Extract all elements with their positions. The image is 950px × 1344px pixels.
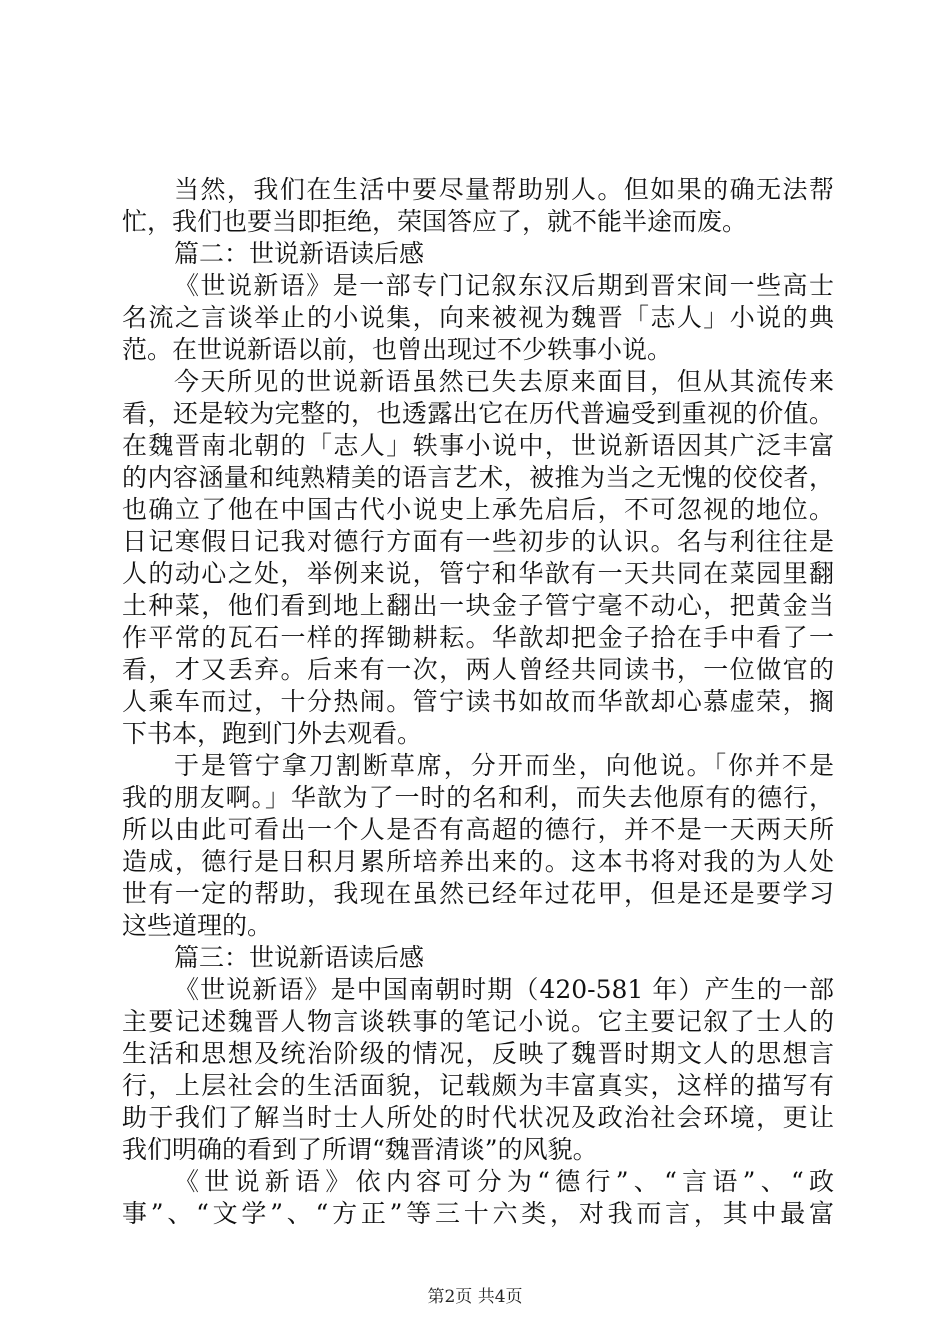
text-line: 土种菜，他们看到地上翻出一块金子管宁毫不动心，把黄金当 bbox=[122, 591, 834, 620]
text-line: 在魏晋南北朝的「志人」轶事小说中，世说新语因其广泛丰富 bbox=[122, 431, 834, 460]
text-line: 主要记述魏晋人物言谈轶事的笔记小说。它主要记叙了士人的 bbox=[122, 1007, 834, 1036]
text-line: 当然，我们在生活中要尽量帮助别人。但如果的确无法帮 bbox=[174, 175, 834, 204]
text-line: 日记寒假日记我对德行方面有一些初步的认识。名与利往往是 bbox=[122, 527, 834, 556]
text-line: 我的朋友啊。」华歆为了一时的名和利，而失去他原有的德行， bbox=[122, 783, 834, 812]
text-line: 看，才又丢弃。后来有一次，两人曾经共同读书，一位做官的 bbox=[122, 655, 834, 684]
page-footer: 第2页 共4页 bbox=[427, 1287, 523, 1307]
text-line: 下书本，跑到门外去观看。 bbox=[122, 719, 423, 748]
text-line: 行，上层社会的生活面貌，记载颇为丰富真实，这样的描写有 bbox=[122, 1071, 834, 1100]
text-line: 这些道理的。 bbox=[122, 911, 273, 940]
text-line: 人的动心之处，举例来说，管宁和华歆有一天共同在菜园里翻 bbox=[122, 559, 834, 588]
text-line: 造成，德行是日积月累所培养出来的。这本书将对我的为人处 bbox=[122, 847, 834, 876]
document-body bbox=[122, 174, 834, 1230]
text-line: 看，还是较为完整的，也透露出它在历代普遍受到重视的价值。 bbox=[122, 399, 834, 428]
text-line: 今天所见的世说新语虽然已失去原来面目，但从其流传来 bbox=[174, 367, 834, 396]
text-line: 事”、“文学”、“方正”等三十六类，对我而言，其中最富 bbox=[122, 1199, 834, 1228]
text-line: 作平常的瓦石一样的挥锄耕耘。华歆却把金子拾在手中看了一 bbox=[122, 623, 834, 652]
text-line: 范。在世说新语以前，也曾出现过不少轶事小说。 bbox=[122, 335, 673, 364]
text-line: 篇二：世说新语读后感 bbox=[174, 239, 425, 268]
text-line: 于是管宁拿刀割断草席，分开而坐，向他说。「你并不是 bbox=[174, 751, 834, 780]
text-line: 我们明确的看到了所谓“魏晋清谈”的风貌。 bbox=[122, 1135, 598, 1164]
text-line: 《世说新语》是一部专门记叙东汉后期到晋宋间一些高士 bbox=[174, 271, 834, 300]
text-line: 也确立了他在中国古代小说史上承先启后，不可忽视的地位。 bbox=[122, 495, 834, 524]
text-line: 助于我们了解当时士人所处的时代状况及政治社会环境，更让 bbox=[122, 1103, 834, 1132]
text-line: 的内容涵量和纯熟精美的语言艺术，被推为当之无愧的佼佼者， bbox=[122, 463, 834, 492]
text-line: 生活和思想及统治阶级的情况，反映了魏晋时期文人的思想言 bbox=[122, 1039, 834, 1068]
text-line: 世有一定的帮助，我现在虽然已经年过花甲，但是还是要学习 bbox=[122, 879, 834, 908]
text-line: 忙，我们也要当即拒绝，荣国答应了，就不能半途而废。 bbox=[122, 207, 748, 236]
text-line: 篇三：世说新语读后感 bbox=[174, 943, 425, 972]
text-line: 名流之言谈举止的小说集，向来被视为魏晋「志人」小说的典 bbox=[122, 303, 834, 332]
text-line: 《世说新语》是中国南朝时期（420-581 年）产生的一部 bbox=[174, 975, 834, 1004]
text-line: 所以由此可看出一个人是否有高超的德行，并不是一天两天所 bbox=[122, 815, 834, 844]
text-line: 人乘车而过，十分热闹。管宁读书如故而华歆却心慕虚荣，搁 bbox=[122, 687, 834, 716]
text-line: 《世说新语》依内容可分为“德行”、“言语”、“政 bbox=[174, 1167, 834, 1196]
